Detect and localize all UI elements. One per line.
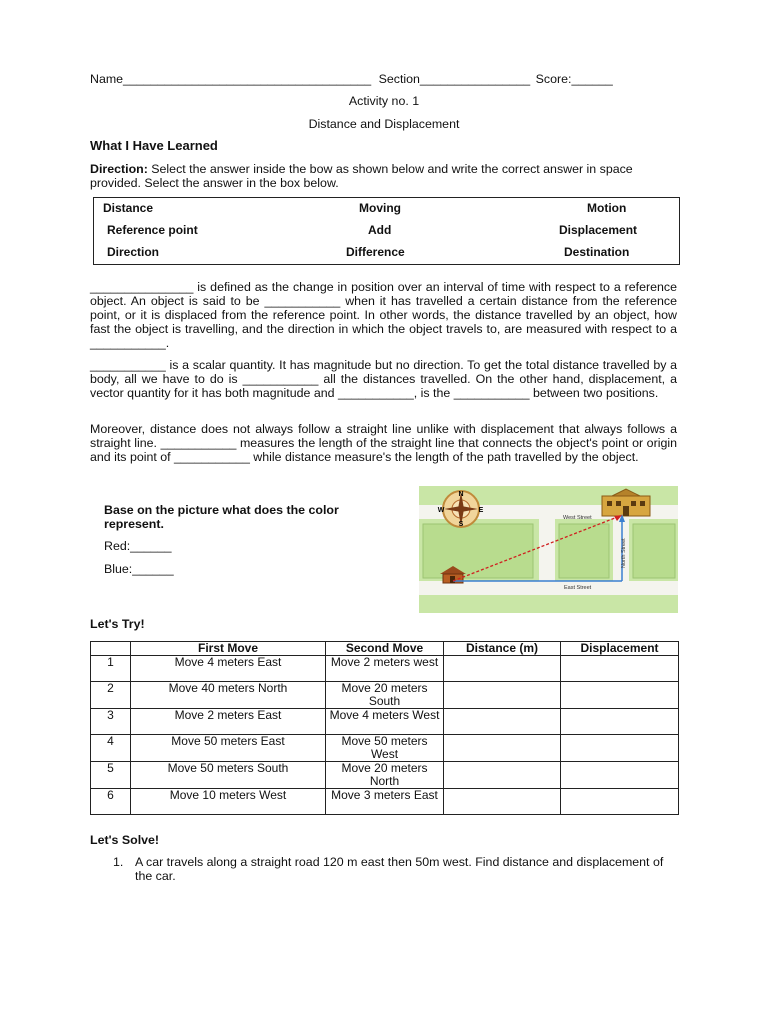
choice-item: Displacement xyxy=(559,223,638,237)
table-row xyxy=(91,762,679,789)
compass-e: E xyxy=(478,507,484,514)
blue-answer-line: Blue:______ xyxy=(104,562,174,576)
col-header: First Move xyxy=(131,642,326,656)
distance-cell[interactable] xyxy=(444,656,561,682)
col-header: Second Move xyxy=(326,642,444,656)
lower-grass xyxy=(419,598,678,613)
block xyxy=(423,524,533,578)
choice-item: Reference point xyxy=(107,223,198,237)
block xyxy=(633,524,675,578)
table-row xyxy=(91,682,679,709)
row-number: 1 xyxy=(91,656,131,682)
table-row xyxy=(91,656,679,682)
choice-item: Direction xyxy=(107,245,160,259)
question-number: 1. xyxy=(113,855,124,869)
west-street-label: West Street xyxy=(563,515,592,521)
street-map-illustration xyxy=(419,486,678,613)
second-move-cell: Move 20 meters South xyxy=(326,682,444,709)
first-move-cell: Move 2 meters East xyxy=(131,709,326,735)
first-move-cell: Move 50 meters South xyxy=(131,762,326,789)
choice-item: Add xyxy=(368,223,392,237)
first-move-cell: Move 40 meters North xyxy=(131,682,326,709)
score-field: Score:______ xyxy=(535,72,613,86)
east-street-label: East Street xyxy=(564,585,592,591)
north-street-label: North Street xyxy=(621,538,627,568)
distance-cell[interactable] xyxy=(444,709,561,735)
displacement-cell[interactable] xyxy=(561,656,679,682)
col-header: Distance (m) xyxy=(444,642,561,656)
question-text: A car travels along a straight road 120 m east then 50m west. Find distance and displacement of the car. xyxy=(135,855,664,883)
displacement-cell[interactable] xyxy=(561,709,679,735)
distance-cell[interactable] xyxy=(444,762,561,789)
distance-cell[interactable] xyxy=(444,682,561,709)
choice-item: Distance xyxy=(103,201,154,215)
choices-box xyxy=(93,197,680,265)
compass-w: W xyxy=(437,507,445,514)
choice-item: Motion xyxy=(587,201,627,215)
compass-n: N xyxy=(458,491,464,498)
direction-text xyxy=(90,162,680,190)
row-number: 2 xyxy=(91,682,131,709)
red-answer-line: Red:______ xyxy=(104,539,172,553)
displacement-cell[interactable] xyxy=(561,789,679,815)
row-number: 6 xyxy=(91,789,131,815)
paragraph-3: Moreover, distance does not always follow a straight line unlike with displacement that always follows a straight line. ___________ measures the length of the straight line that connects the object's point or origin and its point of ___________ while distance measure's the length of the path travelled by the object. xyxy=(90,422,677,464)
topic-title: Distance and Displacement xyxy=(308,117,460,131)
section-field: Section________________ xyxy=(378,72,531,86)
table-row xyxy=(91,735,679,762)
displacement-cell[interactable] xyxy=(561,762,679,789)
paragraph-2: ___________ is a scalar quantity. It has magnitude but no direction. To get the total distance travelled by a body, all we have to do is ___________ all the distances travelled. On the other hand, displacement, a vector quantity for it has both magnitude and ___________, is the ___________ between two positions. xyxy=(90,358,677,400)
name-field: Name____________________________________ xyxy=(90,72,372,86)
color-question: Base on the picture what does the color represent. xyxy=(104,503,339,531)
displacement-cell[interactable] xyxy=(561,735,679,762)
second-move-cell: Move 50 meters West xyxy=(326,735,444,762)
choice-item: Destination xyxy=(564,245,630,259)
col-header: Displacement xyxy=(561,642,679,656)
first-move-cell: Move 50 meters East xyxy=(131,735,326,762)
choice-item: Moving xyxy=(359,201,401,215)
distance-cell[interactable] xyxy=(444,735,561,762)
first-move-cell: Move 4 meters East xyxy=(131,656,326,682)
second-move-cell: Move 20 meters North xyxy=(326,762,444,789)
moves-table xyxy=(90,641,679,815)
second-move-cell: Move 2 meters west xyxy=(326,656,444,682)
row-number: 3 xyxy=(91,709,131,735)
block xyxy=(559,524,609,578)
section-heading: What I Have Learned xyxy=(90,138,218,153)
table-row xyxy=(91,789,679,815)
header-line xyxy=(90,72,690,86)
first-move-cell: Move 10 meters West xyxy=(131,789,326,815)
paragraph-1: _______________ is defined as the change in position over an interval of time with respect to a reference object. An object is said to be ___________ when it has travelled a certain distance from the reference point, or it is displaced from the reference point. In other words, the distance travelled by an object, how fast the object is travelling, and the direction in which the object travels to, are measured with respect to a ___________. xyxy=(90,280,677,350)
second-move-cell: Move 3 meters East xyxy=(326,789,444,815)
row-number: 4 xyxy=(91,735,131,762)
table-row xyxy=(91,709,679,735)
col-header xyxy=(91,642,131,656)
lets-solve-heading: Let's Solve! xyxy=(90,833,160,847)
direction-body: Select the answer inside the bow as shown below and write the correct answer in space provided. Select the answer in the box below. xyxy=(90,162,633,190)
compass-s: S xyxy=(458,521,464,528)
activity-title: Activity no. 1 xyxy=(348,94,420,108)
lets-try-heading: Let's Try! xyxy=(90,617,145,631)
row-number: 5 xyxy=(91,762,131,789)
table-header-row xyxy=(91,642,679,656)
distance-cell[interactable] xyxy=(444,789,561,815)
displacement-cell[interactable] xyxy=(561,682,679,709)
direction-label: Direction: xyxy=(90,162,148,176)
choice-item: Difference xyxy=(346,245,405,259)
second-move-cell: Move 4 meters West xyxy=(326,709,444,735)
